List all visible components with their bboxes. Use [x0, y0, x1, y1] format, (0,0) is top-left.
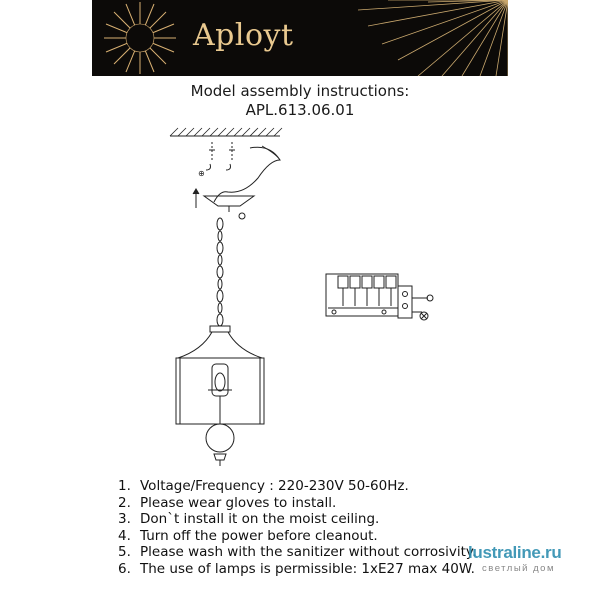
model-number: APL.613.06.01	[245, 101, 355, 119]
watermark-subtext: светлый дом	[482, 563, 555, 574]
fixture-assembly-diagram	[160, 120, 310, 470]
lantern-top	[178, 332, 262, 358]
ceiling-hatch	[170, 128, 282, 136]
list-item: 5. Please wash with the sanitizer without corrosivity.	[118, 544, 477, 561]
supply-wires	[214, 147, 280, 202]
canopy	[204, 196, 254, 206]
mounting-screws-icon	[206, 142, 235, 170]
sun-logo-icon	[102, 0, 178, 76]
heading-title: Model assembly instructions:	[190, 82, 410, 100]
chain	[217, 218, 223, 326]
decorative-rays	[358, 0, 508, 76]
watermark	[468, 543, 588, 583]
brand-banner	[92, 0, 508, 76]
list-item: 2. Please wear gloves to install.	[118, 494, 337, 511]
watermark-text: lustraline.ru	[468, 543, 562, 562]
finial-ball	[206, 424, 234, 452]
brand-name: Aployt	[193, 18, 294, 53]
svg-text:⊕: ⊕	[198, 169, 205, 178]
instructions-heading	[0, 82, 600, 120]
list-item: 1. Voltage/Frequency : 220-230V 50-60Hz.	[118, 478, 409, 494]
up-arrow-icon	[193, 189, 199, 208]
list-item: 4. Turn off the power before cleanout.	[118, 527, 378, 544]
list-item: 3. Don`t install it on the moist ceiling.	[118, 511, 380, 528]
list-item: 6. The use of lamps is permissible: 1xE27 max 40W.	[118, 560, 475, 577]
terminal-block	[338, 276, 396, 288]
wiring-diagram	[324, 268, 436, 328]
